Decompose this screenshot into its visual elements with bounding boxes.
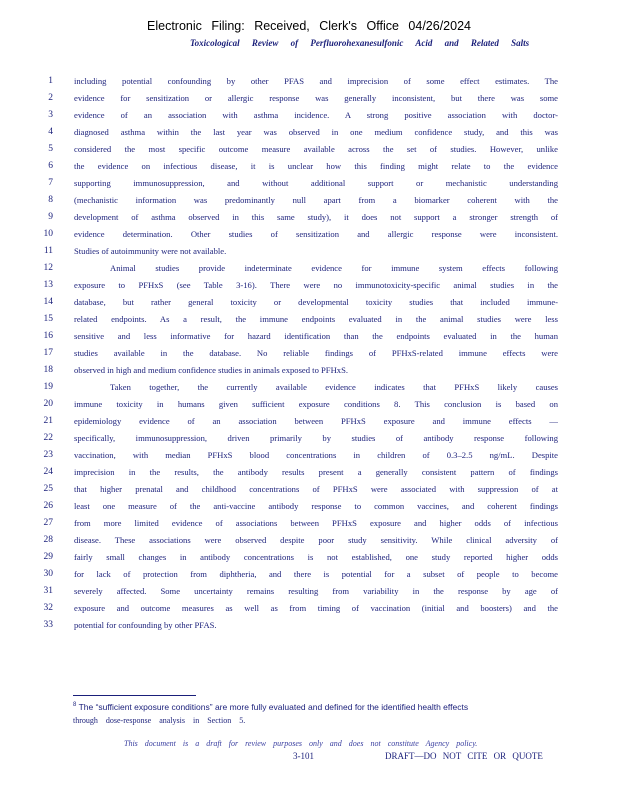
line-number: 8 (48, 195, 53, 205)
line-number: 4 (48, 127, 53, 137)
line-number: 20 (43, 399, 53, 409)
line-number: 19 (43, 382, 53, 392)
line-text: related endpoints. As a result, the immune endpoints evaluated in the animal studies were less (74, 314, 558, 324)
line-text: observed in high and medium confidence studies in animals exposed to PFHxS. (74, 365, 349, 375)
filing-stamp: Electronic Filing: Received, Clerk's Office 04/26/2024 (147, 19, 471, 33)
line-number: 27 (43, 518, 53, 528)
line-text: considered the most specific outcome measure available across the set of studies. However, unlike (74, 144, 558, 154)
line-text: development of asthma observed in this same study), it does not support a stronger strength of (74, 212, 558, 222)
line-number: 24 (43, 467, 53, 477)
text-line-5 (38, 141, 558, 158)
body-text (38, 73, 558, 634)
line-text: that higher prenatal and childhood concentrations of PFHxS were associated with suppression of at (74, 484, 558, 494)
line-text: exposure and outcome measures as well as from timing of vaccination (initial and boosters) and the (74, 603, 558, 613)
line-number: 2 (48, 93, 53, 103)
line-text: (mechanistic information was predominantly null apart from a biomarker coherent with the (74, 195, 558, 205)
text-line-28 (38, 532, 558, 549)
footnote-text: The “sufficient exposure conditions” are more fully evaluated and defined for the identified health effects (78, 702, 469, 712)
line-number: 29 (43, 552, 53, 562)
footnote-line-1 (73, 702, 543, 712)
line-number: 26 (43, 501, 53, 511)
line-number: 16 (43, 331, 53, 341)
line-number: 14 (43, 297, 53, 307)
line-number: 22 (43, 433, 53, 443)
text-line-23 (38, 447, 558, 464)
line-text: studies available in the database. No reliable findings of PFHxS-related immune effects were (74, 348, 558, 358)
text-line-15 (38, 311, 558, 328)
text-line-18 (38, 362, 558, 379)
text-line-30 (38, 566, 558, 583)
page-number: 3-101 (293, 751, 314, 761)
line-number: 11 (43, 246, 53, 256)
line-text: potential for confounding by other PFAS. (74, 620, 217, 630)
line-number: 9 (48, 212, 53, 222)
text-line-7 (38, 175, 558, 192)
line-text: disease. These associations were observed despite poor study sensitivity. While clinical adversity of (74, 535, 558, 545)
line-text: evidence for sensitization or allergic response was generally inconsistent, but there was some (74, 93, 558, 103)
line-text: fairly small changes in antibody concentrations is not established, one study reported higher odds (74, 552, 558, 562)
text-line-22 (38, 430, 558, 447)
line-text: exposure to PFHxS (see Table 3-16). There were no immunotoxicity-specific animal studies in the (74, 280, 558, 290)
text-line-32 (38, 600, 558, 617)
line-text: vaccination, with median PFHxS blood concentrations in children of 0.3–2.5 ng/mL. Despite (74, 450, 558, 460)
text-line-21 (38, 413, 558, 430)
line-text: Taken together, the currently available evidence indicates that PFHxS likely causes (110, 382, 558, 392)
text-line-19 (38, 379, 558, 396)
text-line-16 (38, 328, 558, 345)
text-line-3 (38, 107, 558, 124)
text-line-10 (38, 226, 558, 243)
text-line-8 (38, 192, 558, 209)
line-number: 18 (43, 365, 53, 375)
footnote-line-2: through dose-response analysis in Section 5. (73, 716, 246, 725)
line-text: database, but rather general toxicity or developmental toxicity studies that included immune- (74, 297, 558, 307)
line-number: 7 (48, 178, 53, 188)
line-text: evidence of an association with asthma incidence. A strong positive association with doctor- (74, 110, 558, 120)
line-text: evidence determination. Other studies of sensitization and allergic response were inconsistent. (74, 229, 558, 239)
text-line-6 (38, 158, 558, 175)
line-text: for lack of protection from diphtheria, and there is potential for a subset of people to become (74, 569, 558, 579)
line-number: 23 (43, 450, 53, 460)
line-number: 5 (48, 144, 53, 154)
line-number: 21 (43, 416, 53, 426)
line-text: the evidence on infectious disease, it is unclear how this finding might relate to the evidence (74, 161, 558, 171)
text-line-25 (38, 481, 558, 498)
line-text: epidemiology evidence of an association between PFHxS exposure and immune effects — (74, 416, 558, 426)
line-number: 17 (43, 348, 53, 358)
line-text: including potential confounding by other PFAS and imprecision of some effect estimates. The (74, 76, 558, 86)
text-line-31 (38, 583, 558, 600)
line-text: Animal studies provide indeterminate evidence for immune system effects following (110, 263, 558, 273)
line-text: severely affected. Some uncertainty remains resulting from variability in the response by age of (74, 586, 558, 596)
text-line-14 (38, 294, 558, 311)
text-line-20 (38, 396, 558, 413)
text-line-12 (38, 260, 558, 277)
line-number: 12 (43, 263, 53, 273)
line-number: 30 (43, 569, 53, 579)
line-number: 33 (43, 620, 53, 630)
line-text: supporting immunosuppression, and without additional support or mechanistic understanding (74, 178, 558, 188)
line-text: immune toxicity in humans given sufficient exposure conditions 8. This conclusion is based on (74, 399, 558, 409)
line-number: 6 (48, 161, 53, 171)
line-text: from more limited evidence of associations between PFHxS exposure and higher odds of infectious (74, 518, 558, 528)
line-text: sensitive and less informative for hazard identification than the endpoints evaluated in the human (74, 331, 558, 341)
text-line-24 (38, 464, 558, 481)
draft-disclaimer: This document is a draft for review purposes only and does not constitute Agency policy. (124, 739, 478, 748)
line-number: 15 (43, 314, 53, 324)
text-line-33 (38, 617, 558, 634)
text-line-26 (38, 498, 558, 515)
line-text: least one measure of the anti-vaccine antibody response to common vaccines, and coherent findings (74, 501, 558, 511)
footnote-divider (73, 695, 196, 696)
text-line-1 (38, 73, 558, 90)
line-text: imprecision in the results, the antibody results present a generally consistent pattern of findings (74, 467, 558, 477)
text-line-13 (38, 277, 558, 294)
line-text: diagnosed asthma within the last year was observed in one medium confidence study, and this was (74, 127, 558, 137)
line-number: 1 (48, 76, 53, 86)
text-line-4 (38, 124, 558, 141)
line-number: 25 (43, 484, 53, 494)
line-number: 10 (43, 229, 53, 239)
line-number: 32 (43, 603, 53, 613)
text-line-17 (38, 345, 558, 362)
draft-notice: DRAFT—DO NOT CITE OR QUOTE (385, 751, 543, 761)
line-number: 31 (43, 586, 53, 596)
line-text: Studies of autoimmunity were not available. (74, 246, 227, 256)
text-line-9 (38, 209, 558, 226)
line-number: 13 (43, 280, 53, 290)
text-line-27 (38, 515, 558, 532)
footnote-mark: 8 (73, 702, 77, 709)
text-line-11 (38, 243, 558, 260)
line-text: specifically, immunosuppression, driven primarily by studies of antibody response following (74, 433, 558, 443)
text-line-29 (38, 549, 558, 566)
running-title: Toxicological Review of Perfluorohexanesulfonic Acid and Related Salts (190, 38, 530, 48)
text-line-2 (38, 90, 558, 107)
line-number: 28 (43, 535, 53, 545)
line-number: 3 (48, 110, 53, 120)
